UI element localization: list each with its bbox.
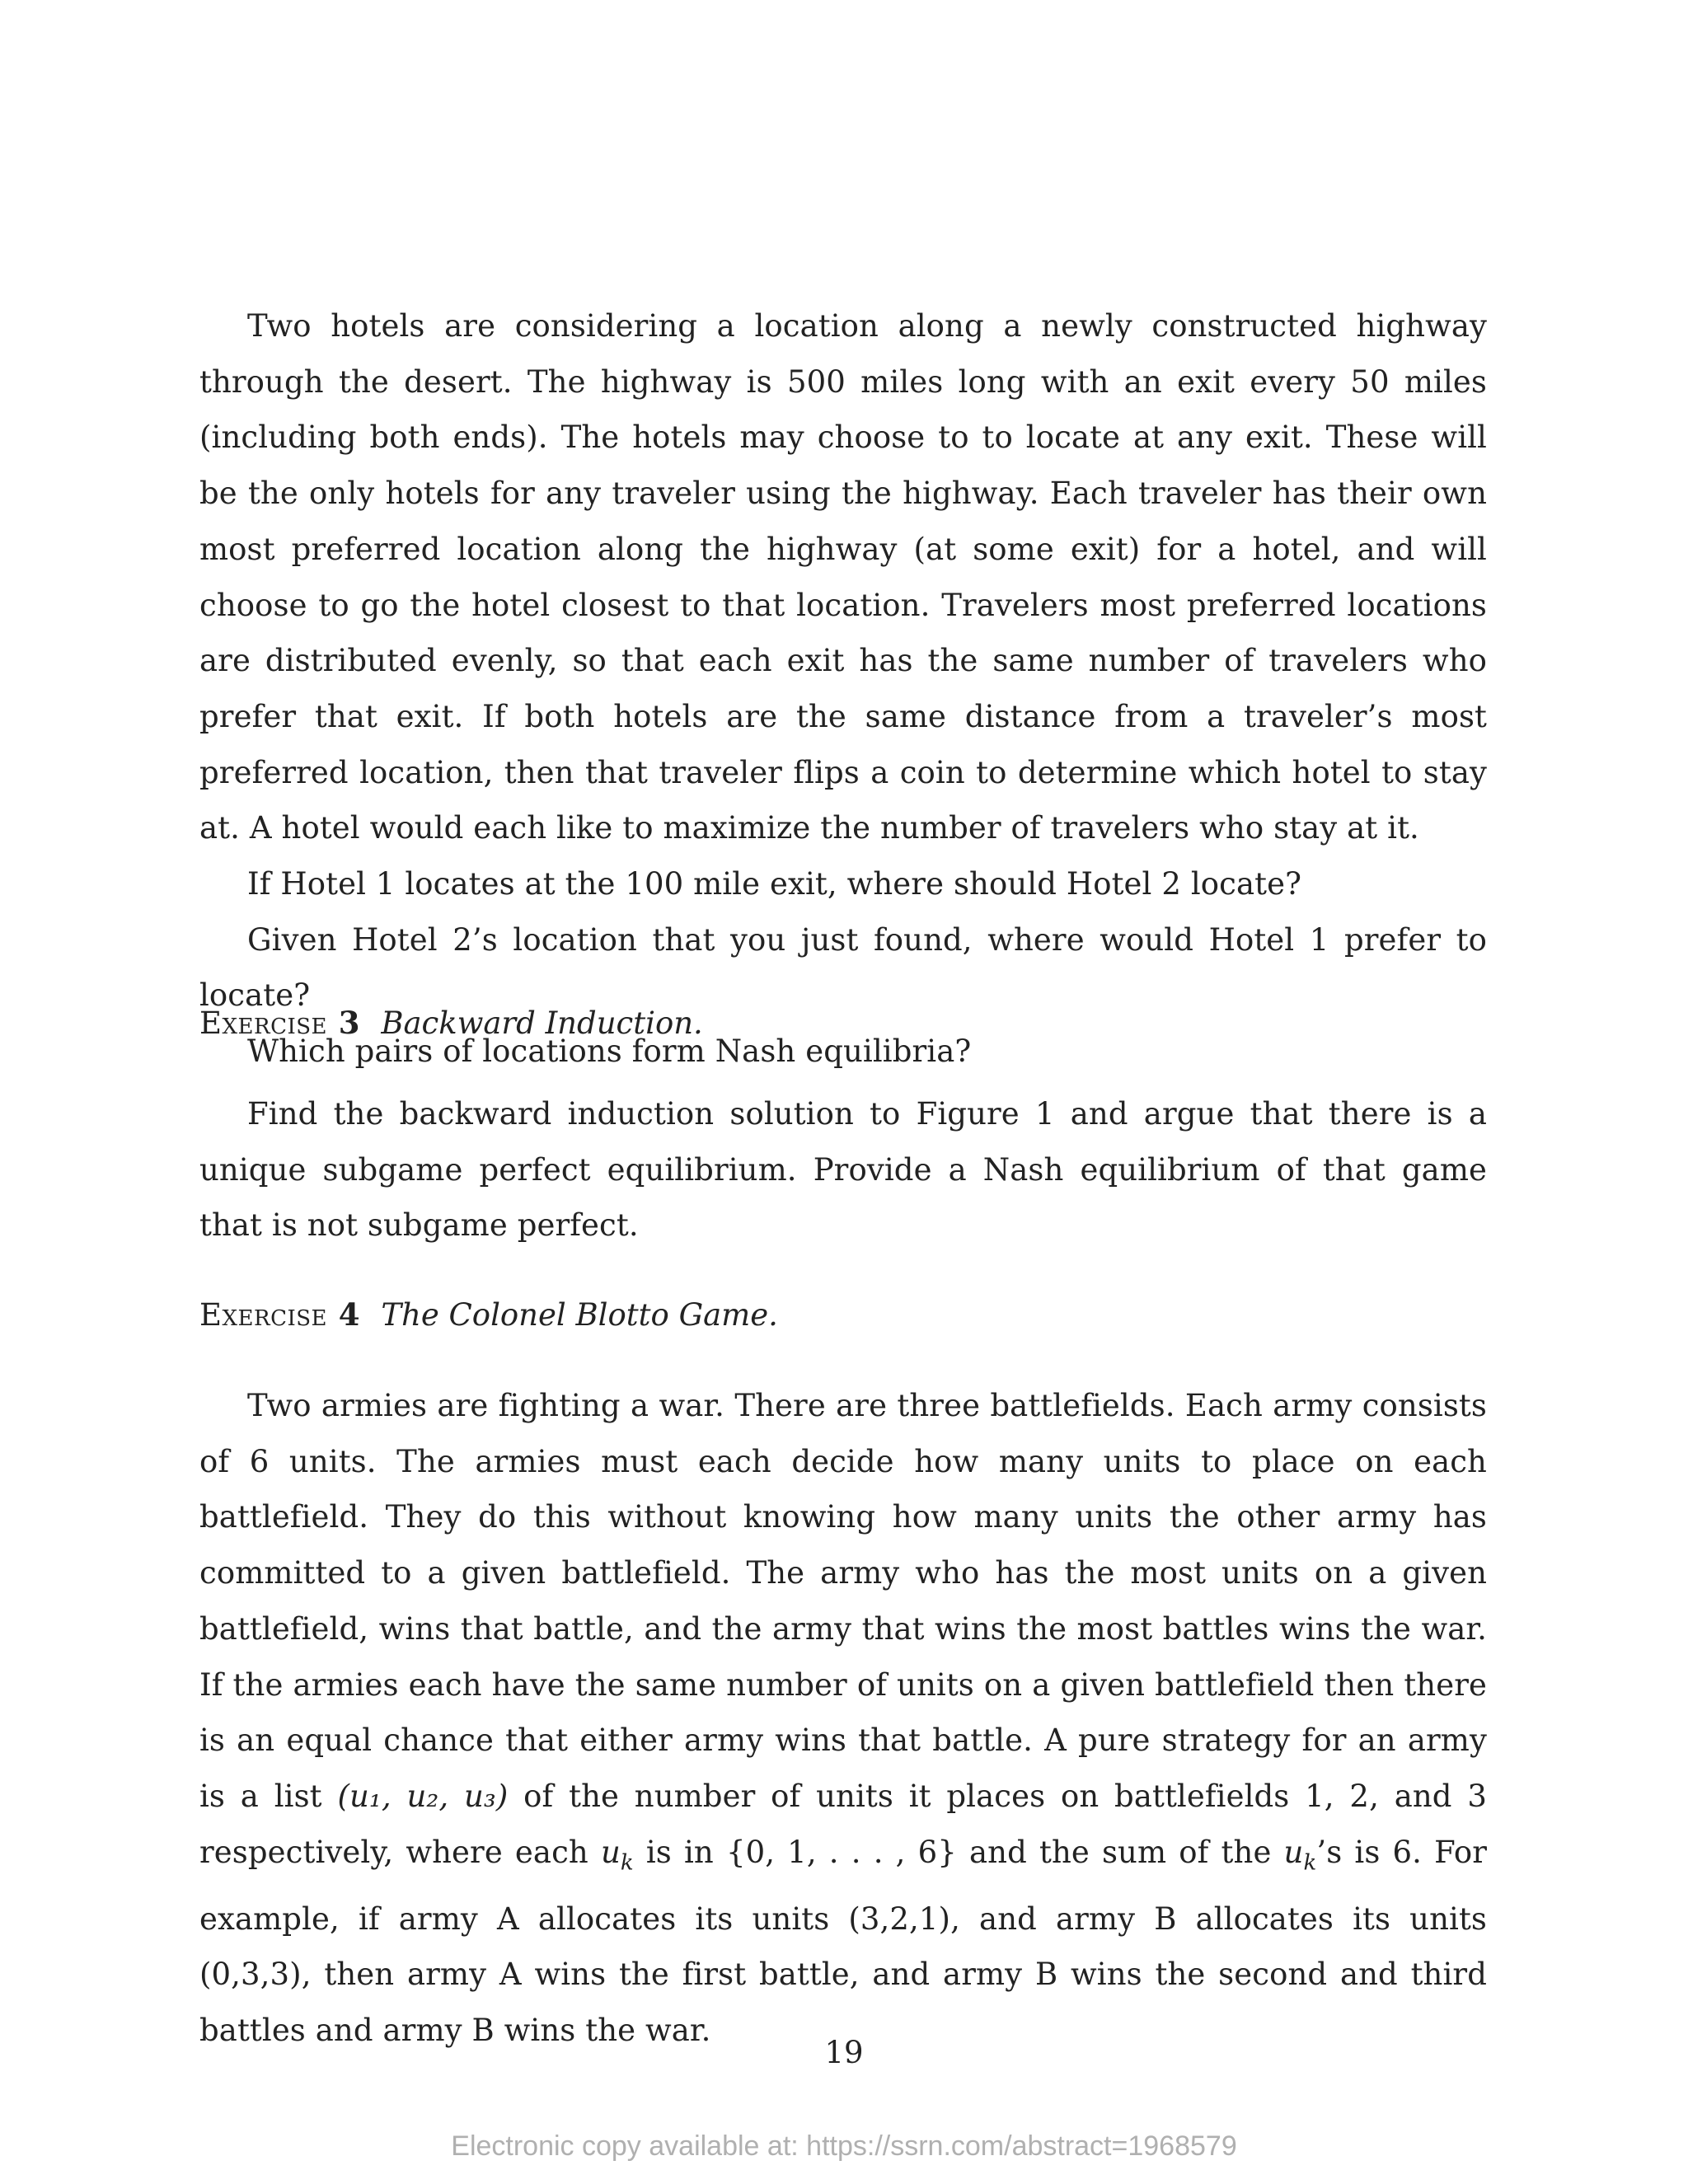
exercise-4-body [199,1378,1487,2059]
math-tuple: (u₁, u₂, u₃) [337,1778,509,1814]
text-segment: ’s is 6. For example, if army A allocates its units (3,2,1), and army B allocates its units (0,3,3), then army A wins the first battle, and army B wins the second and third battles and army B wins the war. [199,1834,1488,2049]
question-3: Which pairs of locations form Nash equilibria? [247,1033,972,1070]
math-variable: u [1283,1834,1304,1870]
math-subscript: k [1303,1850,1317,1876]
text-segment: and the sum of the [956,1834,1284,1870]
math-set: {0, 1, . . . , 6} [725,1834,957,1870]
exercise-4-heading [199,1294,778,1336]
body-paragraph: Two hotels are considering a location along a newly constructed highway through the desert. The highway is 500 miles long with an exit every 50 miles (including both ends). The hotels may choose to to locate at any exit. These will be the only hotels for any traveler using the highway. Each traveler has their own most preferred location along the highway (at some exit) for a hotel, and will choose to go the hotel closest to that location. Travelers most preferred locations are distributed evenly, so that each exit has the same number of travelers who prefer that exit. If both hotels are the same distance from a traveler’s most preferred location, then that traveler flips a coin to determine which hotel to stay at. A hotel would each like to maximize the number of travelers who stay at it. [199,308,1487,846]
page-number: 19 [824,2035,864,2070]
exercise-number: 4 [338,1296,360,1333]
math-subscript: k [620,1850,634,1876]
text-segment: is in [633,1834,726,1870]
body-paragraph: Find the backward induction solution to Figure 1 and argue that there is a unique subgame perfect equilibrium. Provide a Nash equilibrium of that game that is not subgame perfect. [199,1096,1487,1244]
exercise-title: The Colonel Blotto Game. [381,1297,778,1333]
exercise-label: Exercise [199,1297,328,1333]
math-variable: u [600,1834,621,1870]
question-2: Given Hotel 2’s location that you just found, where would Hotel 1 prefer to locate? [199,921,1487,1014]
text-segment: Two armies are fighting a war. There are three battlefields. Each army consists of 6 units. The armies must each decide how many units to place on each battlefield. They do this without knowing how many units the other army has committed to a given battlefield. The army who has the most units on a given battlefield, wins that battle, and the army that wins the most battles wins the war. If the armies each have the same number of units on a given battlefield then there is an equal chance that either army wins that battle. A pure strategy for an army is a list [199,1388,1487,1814]
hotel-location-problem [199,298,1487,1080]
exercise-number: 3 [338,1005,360,1041]
text-segment: of the number of units it places on battlefields 1, 2, and 3 respectively, where each [199,1778,1488,1870]
exercise-label: Exercise [199,1005,328,1041]
exercise-3-heading [199,1002,703,1044]
footer-watermark: Electronic copy available at: https://ssrn.com/abstract=1968579 [451,2130,1237,2162]
question-1: If Hotel 1 locates at the 100 mile exit, where should Hotel 2 locate? [247,866,1302,902]
body-paragraph [199,1378,1487,2059]
exercise-3-body [199,1086,1487,1254]
exercise-title: Backward Induction. [381,1005,703,1041]
